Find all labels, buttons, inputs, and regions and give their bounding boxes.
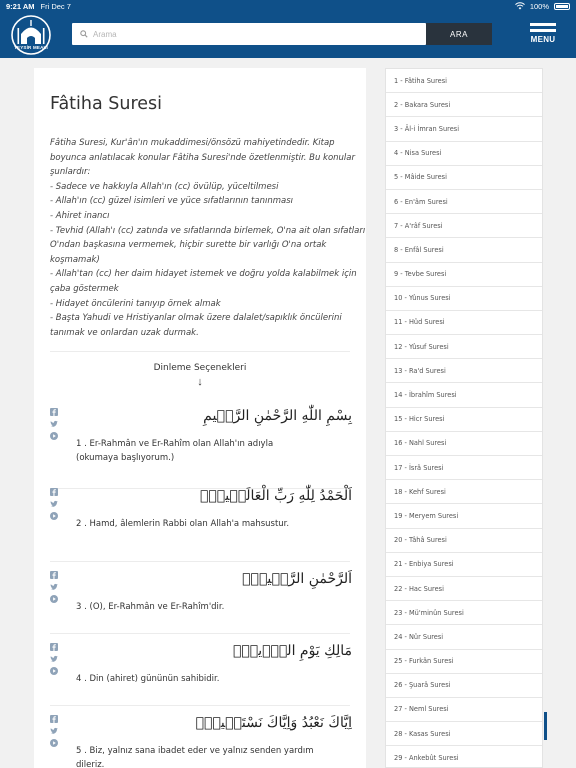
verse-divider [50, 561, 350, 562]
verse-item [34, 715, 366, 768]
intro-line: - Allah'ın (cc) güzel isimleri ve yüce sıfatlarının tanınması [50, 196, 294, 207]
twitter-icon[interactable] [50, 583, 58, 591]
sura-list-item[interactable]: 21 - Enbiya Suresi [386, 553, 542, 577]
share-icons [48, 488, 60, 520]
sura-list-item[interactable]: 3 - Âl-i İmran Suresi [386, 117, 542, 141]
play-icon[interactable] [50, 432, 58, 440]
sura-list-item[interactable]: 17 - İsrâ Suresi [386, 456, 542, 480]
battery-percent: 100% [529, 1, 549, 11]
share-icons [48, 715, 60, 747]
facebook-icon[interactable] [50, 408, 58, 416]
intro-divider [50, 351, 350, 352]
arrow-down-icon[interactable]: ↓ [197, 376, 203, 388]
app-header [0, 12, 576, 58]
battery-icon [554, 3, 570, 10]
intro-line: şunlardır: [50, 167, 91, 178]
sura-intro [50, 136, 366, 340]
intro-line: - Hidayet öncülerini tanıyıp örnek almak [50, 298, 221, 309]
hamburger-icon-bar [530, 29, 556, 32]
play-icon[interactable] [50, 667, 58, 675]
sura-list-item[interactable]: 4 - Nisa Suresi [386, 142, 542, 166]
intro-line: - Ahiret inancı [50, 210, 110, 221]
twitter-icon[interactable] [50, 500, 58, 508]
sura-list-item[interactable]: 15 - Hicr Suresi [386, 408, 542, 432]
verse-arabic: مَالِكِ يَوْمِ الدّ۪ينِۜ [233, 643, 352, 659]
sura-list-item[interactable]: 2 - Bakara Suresi [386, 93, 542, 117]
sura-list-item[interactable]: 25 - Furkân Suresi [386, 650, 542, 674]
scrollbar[interactable] [544, 712, 547, 740]
verse-item [34, 571, 366, 641]
verse-arabic: اِيَّاكَ نَعْبُدُ وَاِيَّاكَ نَسْتَع۪ينُۜ [195, 715, 352, 731]
search-input[interactable] [93, 30, 413, 39]
sura-list-item[interactable]: 13 - Ra'd Suresi [386, 359, 542, 383]
menu-label: MENU [530, 35, 556, 44]
intro-line: - Allah'tan (cc) her daim hidayet istemek ve doğru yolda kalabilmek için [50, 269, 357, 280]
sura-article [34, 68, 366, 768]
sura-list-item[interactable]: 28 - Kasas Suresi [386, 722, 542, 746]
sura-list-item[interactable]: 20 - Tâhâ Suresi [386, 529, 542, 553]
verse-arabic: اَلرَّحْمٰنِ الرَّح۪يمِۙ [242, 571, 352, 587]
sura-list-item[interactable]: 1 - Fâtiha Suresi [386, 69, 542, 93]
listen-options-label[interactable]: Dinleme Seçenekleri [153, 363, 247, 373]
share-icons [48, 408, 60, 440]
status-time: 9:21 AM [6, 1, 35, 11]
intro-line: - Başta Yahudi ve Hristiyanlar olmak üzere dalalet/sapıklık öncülerini [50, 313, 342, 324]
sura-list-item[interactable]: 19 - Meryem Suresi [386, 504, 542, 528]
sura-list-item[interactable]: 16 - Nahl Suresi [386, 432, 542, 456]
play-icon[interactable] [50, 739, 58, 747]
intro-line: Fâtiha Suresi, Kur'ân'ın mukaddimesi/önsözü mahiyetindedir. Kitap [50, 138, 335, 148]
status-bar [0, 0, 576, 12]
sura-list-item[interactable]: 22 - Hac Suresi [386, 577, 542, 601]
sura-list-item[interactable]: 11 - Hûd Suresi [386, 311, 542, 335]
intro-line: - Tevhid (Allah'ı (cc) zatında ve sıfatlarında birlemek, O'na ait olan sıfatları [50, 225, 366, 236]
sura-list-item[interactable]: 8 - Enfâl Suresi [386, 238, 542, 262]
verse-arabic: بِسْمِ اللّٰهِ الرَّحْمٰنِ الرَّح۪يمِ [203, 408, 352, 424]
sura-list [385, 68, 543, 768]
hamburger-icon [530, 23, 556, 26]
intro-line: - Sadece ve hakkıyla Allah'ın (cc) övülüp, yüceltilmesi [50, 181, 279, 192]
intro-line: boyunca anlatılacak konular Fâtiha Suresi'nde özetlenmiştir. Bu konular [50, 152, 355, 163]
status-date: Fri Dec 7 [40, 1, 71, 11]
intro-line: koşmamak) [50, 254, 100, 265]
twitter-icon[interactable] [50, 420, 58, 428]
verse-item [34, 408, 366, 478]
verse-divider [50, 705, 350, 706]
share-icons [48, 643, 60, 675]
intro-line: çaba göstermek [50, 283, 119, 294]
verse-translation: 1 . Er-Rahmân ve Er-Rahîm olan Allah'ın adıyla (okumaya başlıyorum.) [76, 439, 274, 463]
sura-list-item[interactable]: 24 - Nûr Suresi [386, 625, 542, 649]
sura-list-item[interactable]: 26 - Şuarâ Suresi [386, 674, 542, 698]
search-button[interactable]: ARA [426, 23, 492, 45]
facebook-icon[interactable] [50, 571, 58, 579]
facebook-icon[interactable] [50, 715, 58, 723]
status-right [515, 2, 570, 11]
sura-list-item[interactable]: 10 - Yûnus Suresi [386, 287, 542, 311]
sura-list-item[interactable]: 18 - Kehf Suresi [386, 480, 542, 504]
sura-list-item[interactable]: 12 - Yûsuf Suresi [386, 335, 542, 359]
sura-list-item[interactable]: 23 - Mü'minûn Suresi [386, 601, 542, 625]
twitter-icon[interactable] [50, 655, 58, 663]
play-icon[interactable] [50, 595, 58, 603]
search-box[interactable] [72, 23, 426, 45]
verse-translation: 3 . (O), Er-Rahmân ve Er-Rahîm'dir. [76, 602, 225, 612]
sura-list-item[interactable]: 29 - Ankebût Suresi [386, 746, 542, 768]
sura-list-item[interactable]: 6 - En'âm Suresi [386, 190, 542, 214]
facebook-icon[interactable] [50, 643, 58, 651]
verse-translation: 5 . Biz, yalnız sana ibadet eder ve yalnız senden yardım dileriz. [76, 746, 314, 768]
logo-text: TEYSİR MEALİ [14, 45, 48, 50]
intro-line: tanımak ve onlardan uzak durmak. [50, 327, 199, 338]
sura-list-item[interactable]: 14 - İbrahîm Suresi [386, 383, 542, 407]
verse-translation: 2 . Hamd, âlemlerin Rabbi olan Allah'a mahsustur. [76, 519, 290, 529]
intro-line: O'ndan başkasına vermemek, hiçbir surette bir varlığı O'na ortak [50, 240, 327, 251]
sura-list-item[interactable]: 9 - Tevbe Suresi [386, 263, 542, 287]
verse-item [34, 643, 366, 713]
wifi-icon [515, 2, 525, 10]
menu-button[interactable] [526, 23, 560, 51]
twitter-icon[interactable] [50, 727, 58, 735]
verse-translation: 4 . Din (ahiret) gününün sahibidir. [76, 674, 220, 684]
search-icon [80, 30, 88, 38]
verse-arabic: اَلْحَمْدُ لِلّٰهِ رَبِّ الْعَالَم۪ينَۙ [199, 488, 352, 504]
verse-divider [50, 633, 350, 634]
verse-item [34, 488, 366, 558]
facebook-icon[interactable] [50, 488, 58, 496]
share-icons [48, 571, 60, 603]
play-icon[interactable] [50, 512, 58, 520]
sura-list-item[interactable]: 5 - Mâide Suresi [386, 166, 542, 190]
page-title: Fâtiha Suresi [50, 94, 163, 114]
sura-list-item[interactable]: 27 - Neml Suresi [386, 698, 542, 722]
sura-list-item[interactable]: 7 - A'râf Suresi [386, 214, 542, 238]
